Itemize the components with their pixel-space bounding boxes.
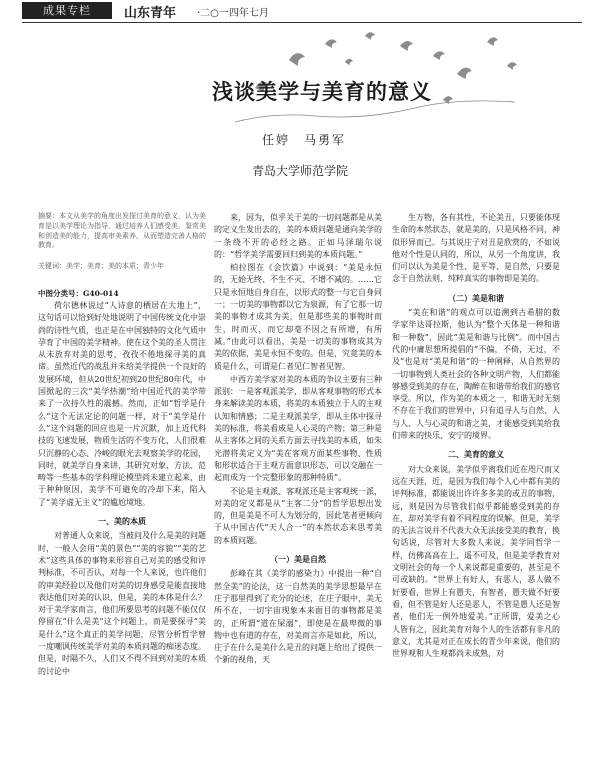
paragraph: 彭峰在其《美学的感染力》中提出一种“自然全美”的论法，这一自然美的美学思想最早在庄子那里得到了充分的论述，在庄子眼中，美无所不在，一切宇宙现象本来面目的事物都是美的，正所谓“道在屎溺”，即使是在最卑微的事物中也有道的存在，对美而言亦是如此，所以，庄子在什么是美什么是丑的问题上给出了提供一个新的视角，天: [214, 569, 382, 665]
journal-name: 山东青年: [124, 6, 177, 21]
article-authors: 任婷 马勇军: [262, 133, 347, 147]
paragraph: 柏拉图在《会饮篇》中说到：“美是永恒的，无始无终、不生不灭、不增不减的。……它只是永恒地自身自在，以形式的整一与它自身同一；一切美的事物都以它为泉源，有了它那一切美的事物才成其为美，但是那些美的事物时而生，时而灭，而它却毫不因之有所增，有所减。”由此可以看出，美是一切美的事物成其为美的依据，美是永恒不变的。但是，究竟美的本质是什么，可谓是仁者见仁智者见智。: [214, 263, 382, 371]
column-tag: 成果专栏: [22, 2, 112, 19]
paragraph: 来，因为，似乎关于美的一切问题都是从美的定义生发出去的，美的本质问题是通向美学的一条绕不开的必经之路。正如马泽瑞尔说的：“哲学美学需要回归到美的本质问题。”: [214, 213, 382, 259]
text-column-2: [214, 212, 382, 668]
author-institution: 青岛大学师范学院: [252, 164, 349, 178]
keywords: 关键词：美学；美育；美的本质；青少年: [38, 262, 164, 270]
paragraph: 生万物，各有其性，不论美丑，只要能体现生命的本然状态，就是美的，只是风格不同，神似形异而已。与其说庄子对丑是欣赏的，不如说他对个性是认同的，所以，从另一个角度讲，我们可以认为美是个性、是平等、是自然，只要是念于自然法则、纯粹真实的事物即是美的。: [392, 213, 560, 284]
classification-number: 中图分类号：G40-014: [38, 289, 119, 298]
issue-date: ·二○一四年七月: [197, 8, 269, 19]
paragraph: “美在和谐”的观点可以追溯到古希腊的数学家毕达哥拉斯，他认为“整个天体是一种和谐和一种数”，因此“美是和谐与比例”。而中国古代的中庸思想所提倡的“不偏，不倚，无过，不及”也是对“美是和谐”的一种阐释，从自然界的一切事物到人类社会的各种文明产物，人们都能够感受到美的存在，陶醉在和谐带给我们的感官享受。所以，作为美的本质之一，和谐无时无刻不存在于我们的世界中，只有追寻人与自然、人与人、人与心灵的和谐之美，才能感受到美给我们带来的快乐、安宁的境界。: [392, 308, 560, 441]
section-heading: （一）美是自然: [270, 554, 326, 565]
text-column-1: [38, 300, 206, 679]
paragraph: 不论是主观派、客观派还是主客观统一派，对美的定义都是从“主客二分”的哲学思想出发的，但是美是不可人为划分的，因此笔者更倾向于从中国古代“天人合一”的本然状态来思考美的本质问题。: [214, 486, 382, 545]
paragraph: 对普通人众来说，当被问及什么是美的问题时，一般人会用“美的景色”“美的容貌”“美的艺术”这些具体的事物来形容自己对美的感受和评判标准，不可否认，对每一个人来说，也许他们的审美经验以及他们对美的切身感受是能直接地表达他们对美的认识，但是，美的本体是什么？对于美学家而言，他们所要思考的问题不能仅仅停留在“什么是美”这个问题上，而是要探寻“美是什么”这个真正的美学问题，尽管分析哲学曾一度嘲讽传统美学对美的本质问题的痴迷态度。但是，时隔不久，人们又不得不回到对美的本质的讨论中: [38, 531, 206, 676]
paragraph: 荷尔德林说过“人诗意的栖居在大地上”，这句话可以恰到好处地说明了中国传统文化中崇尚的诗性气质，也正是在中国独特的文化气质中孕育了中国的美学精神。使在这个美的圣人贯注从未放弃对美的思考，孜孜不倦地探寻美的真谛。虽然近代的战乱并未给美学提供一个良好的发展环境，但从20世纪初到20世纪80年代，中国掀起的三次“美学热潮”给中国近代的美学带来了一次持久性的震撼。然而，正如“哲学是什么”这个无法定论的问题一样，对于“美学是什么”这个问题的回应也是一片沉默，加上近代科技的飞速发展，物质生活的不变万化，人们很难只沉静的心态、冷峻的眼光去观察美学的花园，同时，就美学自身来讲，其研究对象、方法、范畴等一些基本的学科理论模型尚未建立起来，由于种种原因，美学不可避免的冷却下来，陷入了“美学虚无主义”的尴尬境地。: [38, 301, 206, 507]
article-title: 浅谈美学与美育的意义: [212, 80, 432, 104]
abstract: 摘要：本文从美学的角度出发探讨美育的意义，认为美育是以美学理论为指导，通过培养人们感受美、鉴赏美和创造美的能力，提高审美素养，从而塑造完善人格的教育。: [38, 212, 206, 250]
text-column-3: [392, 212, 560, 661]
section-heading: 一、美的本质: [98, 516, 146, 527]
paragraph: 中西方美学家对美的本质的争议主要有三种派别：一是客观派美学，即从客观事物的形式本身来解读美的本质，将美的本质独立于人的主观认知和情感；二是主观派美学，即从主体中探寻美的标准，将美看成是人心灵的产物；第三种是从主客体之间的关系方面去寻找美的本质，如朱光潜将美定义为“美在客观方面某些事物、性质和形状适合于主观方面意识形态，可以交融在一起而成为一个完整形象的那种特质”。: [214, 374, 382, 483]
running-header: [0, 0, 600, 26]
section-heading: 二、美育的意义: [448, 449, 504, 460]
paragraph: 对大众来说，美学似乎离我们近在咫尺而又远在天涯，近，是因为我们每个人心中都有美的评判标准，都能说出许许多多美的或丑的事物，远，则是因为尽管我们似乎都能感受到美的存在，却对美学有着不同程度的误解。但是，美学的无法言说并不代表大众无法接受美的教育，换句话说，尽管对大多数人来说，美学同哲学一样，仿佛高高在上、遥不可及，但是美学教育对文明社会的每一个人来说都是重要的，甚至是不可或缺的。“世界上有好人，有恶人，恶人做不好要看，世界上有愚夫，有智者，愚夫做不好要看，但不管是好人还是恶人，不管是愚人还是智者，他们无一例外地爱美。”正所谓，爱美之心人皆有之，因此美育对每个人的生活都有非凡的意义，尤其是对正在成长的青少年来说，他们的世界观和人生观都尚未成熟，对: [392, 464, 560, 659]
section-heading: （二）美是和谐: [448, 292, 504, 303]
header-rule: [22, 22, 582, 23]
